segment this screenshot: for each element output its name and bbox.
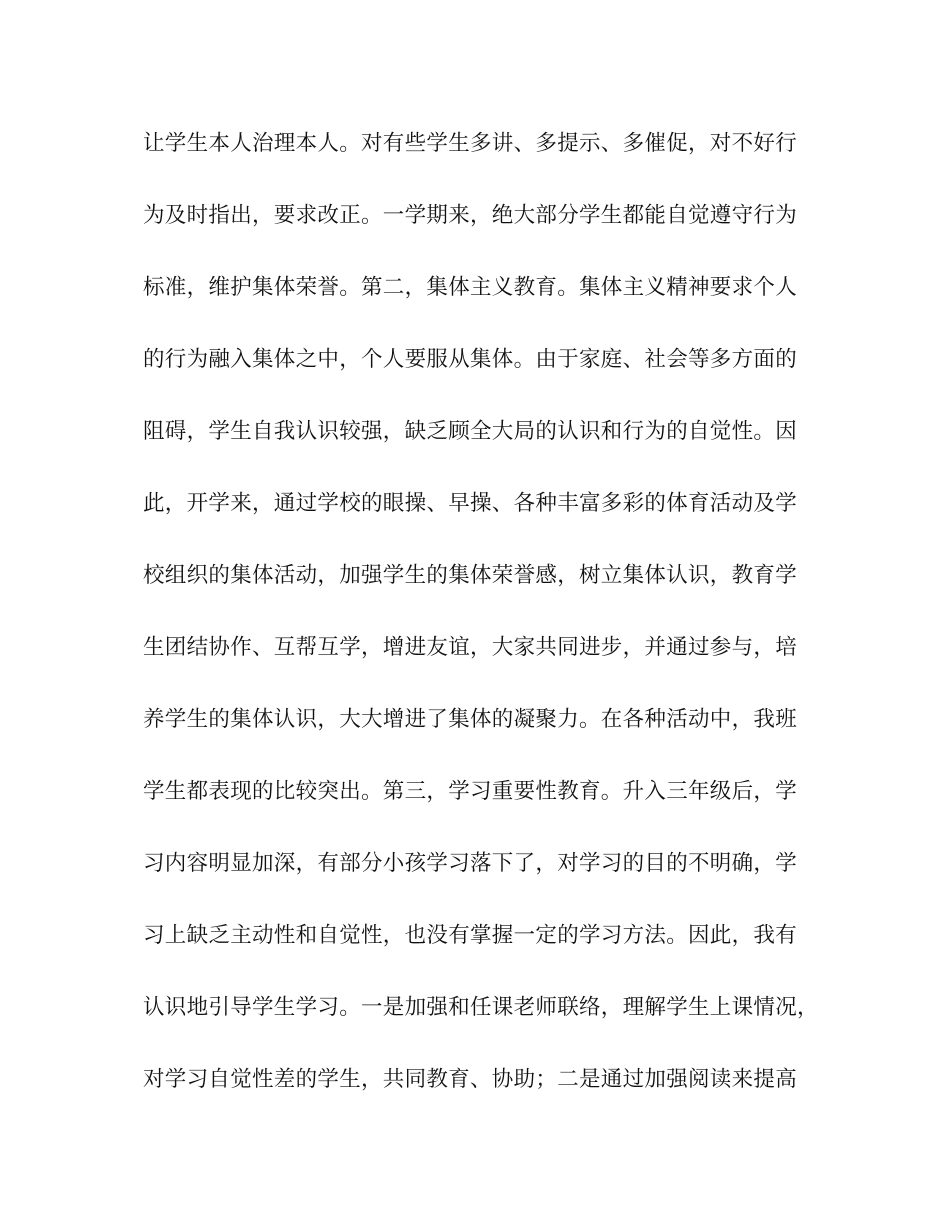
text-line-8: 生团结协作、互帮互学，增进友谊，大家共同进步，并通过参与，培	[143, 635, 798, 660]
text-line-9: 养学生的集体认识，大大增进了集体的凝聚力。在各种活动中，我班	[143, 707, 798, 732]
text-line-5: 阻碍，学生自我认识较强，缺乏顾全大局的认识和行为的自觉性。因	[143, 419, 798, 444]
text-line-10: 学生都表现的比较突出。第三，学习重要性教育。升入三年级后，学	[143, 779, 798, 804]
text-line-2: 为及时指出，要求改正。一学期来，绝大部分学生都能自觉遵守行为	[143, 203, 798, 228]
text-line-1: 让学生本人治理本人。对有些学生多讲、多提示、多催促，对不好行	[143, 131, 798, 156]
body-text	[143, 124, 819, 1132]
text-line-6: 此，开学来，通过学校的眼操、早操、各种丰富多彩的体育活动及学	[143, 491, 798, 516]
text-line-11: 习内容明显加深，有部分小孩学习落下了，对学习的目的不明确，学	[143, 851, 798, 876]
text-line-3: 标准，维护集体荣誉。第二，集体主义教育。集体主义精神要求个人	[143, 275, 798, 300]
text-line-12: 习上缺乏主动性和自觉性，也没有掌握一定的学习方法。因此，我有	[143, 923, 798, 948]
text-line-4: 的行为融入集体之中，个人要服从集体。由于家庭、社会等多方面的	[143, 347, 798, 372]
text-line-13: 认识地引导学生学习。一是加强和任课老师联络，理解学生上课情况，	[143, 995, 819, 1020]
text-line-14: 对学习自觉性差的学生，共同教育、协助；二是通过加强阅读来提高	[143, 1067, 798, 1092]
text-line-7: 校组织的集体活动，加强学生的集体荣誉感，树立集体认识，教育学	[143, 563, 798, 588]
